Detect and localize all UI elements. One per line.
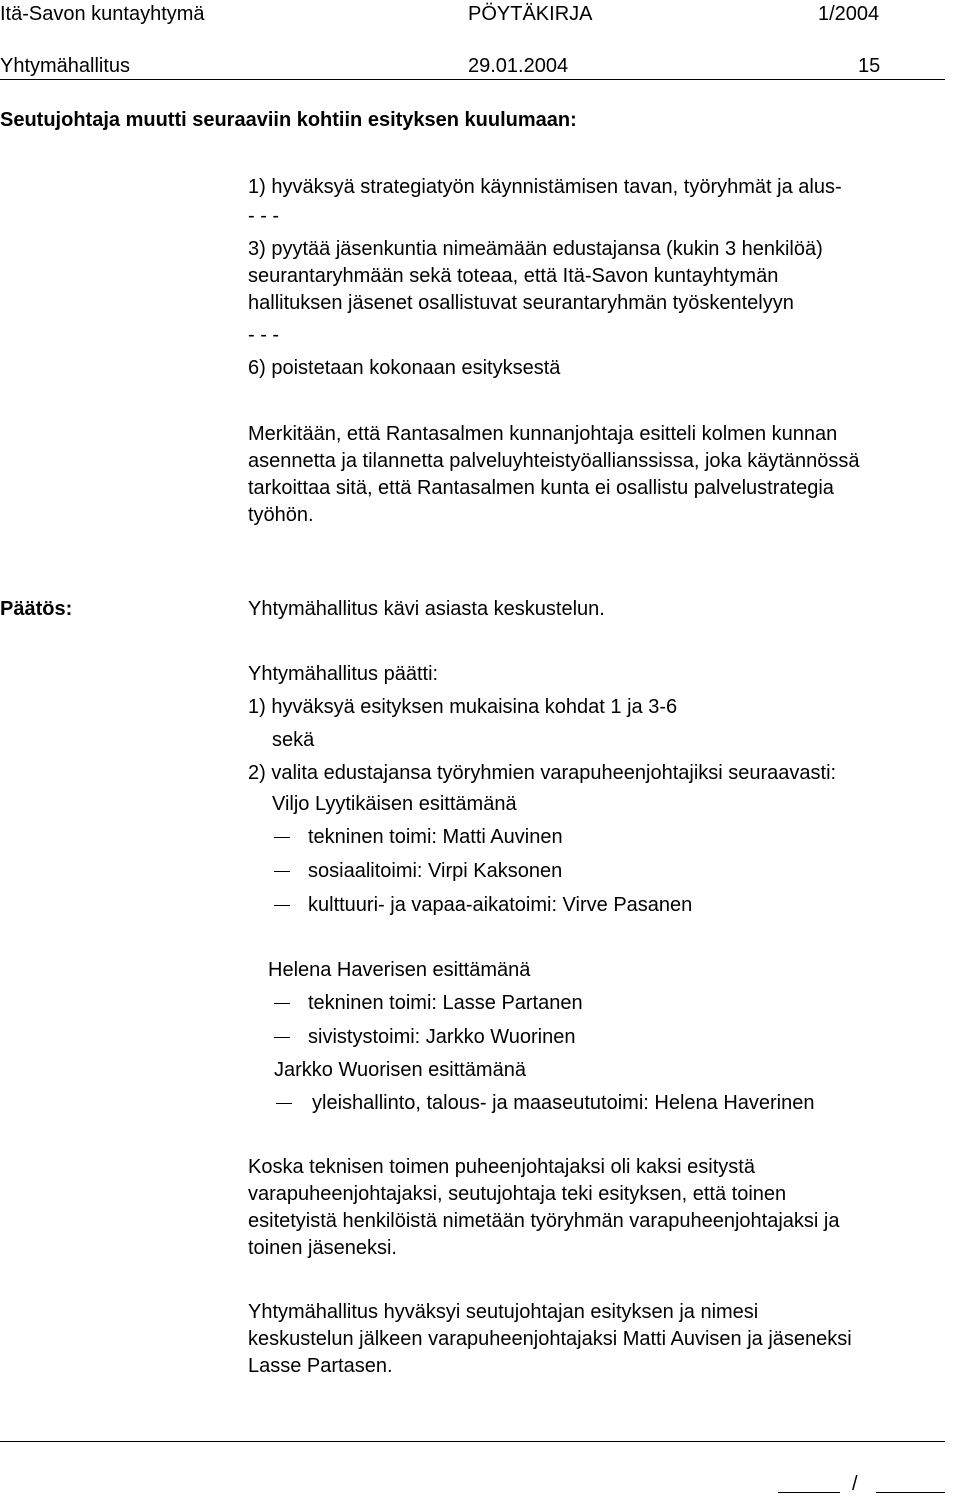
paragraph-line: varapuheenjohtajaksi, seutujohtaja teki esityksen, että toinen [248,1183,787,1205]
note-line: työhön. [248,504,314,526]
dash-bullet [274,1037,290,1038]
signature-line-right [876,1492,945,1493]
group-item: tekninen toimi: Matti Auvinen [308,826,563,848]
paragraph-tech-chair [248,1154,960,1262]
group-item: sivistystoimi: Jarkko Wuorinen [308,1026,576,1048]
header-page-number: 15 [858,55,881,77]
intro-heading: Seutujohtaja muutti seuraaviin kohtiin esityksen kuulumaan: [0,109,577,131]
paragraph-line: Koska teknisen toimen puheenjohtajaksi oli kaksi esitystä [248,1156,755,1178]
header-org: Itä-Savon kuntayhtymä [0,3,205,25]
dash-bullet [274,871,290,872]
group-item: yleishallinto, talous- ja maaseututoimi: Helena Haverinen [312,1092,815,1114]
group-title: Jarkko Wuorisen esittämänä [274,1059,526,1081]
decision-point-2: 2) valita edustajansa työryhmien varapuheenjohtajiksi seuraavasti: [248,762,837,784]
change-item-6: 6) poistetaan kokonaan esityksestä [248,357,561,379]
dash-bullet [276,1103,292,1104]
paragraph-approval [248,1299,960,1380]
group-item: tekninen toimi: Lasse Partanen [308,992,583,1014]
change-item-3 [248,236,960,317]
header-rule [0,79,945,80]
dash-bullet [274,1003,290,1004]
group-title: Viljo Lyytikäisen esittämänä [272,793,517,815]
header-body: Yhtymähallitus [0,55,131,77]
header-doc-number: 1/2004 [818,3,880,25]
signature-separator: / [852,1473,858,1495]
change-item-3-line: hallituksen jäsenet osallistuvat seurantaryhmän työskentelyyn [248,292,794,314]
paragraph-line: Lasse Partasen. [248,1355,393,1377]
note-paragraph [248,421,960,529]
note-line: Merkitään, että Rantasalmen kunnanjohtaja esitteli kolmen kunnan [248,423,838,445]
signature-line-left [778,1492,840,1493]
change-item-3-line: 3) pyytää jäsenkuntia nimeämään edustajansa (kukin 3 henkilöä) [248,238,823,260]
change-item-3-line: seurantaryhmään sekä toteaa, että Itä-Savon kuntayhtymän [248,265,779,287]
header-date: 29.01.2004 [468,55,569,77]
decision-decided: Yhtymähallitus päätti: [248,663,439,685]
decision-label: Päätös: [0,598,73,620]
header-doc-type: PÖYTÄKIRJA [468,3,593,25]
decision-point-1: 1) hyväksyä esityksen mukaisina kohdat 1 ja 3-6 [248,696,678,718]
footer-rule [0,1441,945,1442]
group-title: Helena Haverisen esittämänä [268,959,531,981]
decision-discussed: Yhtymähallitus kävi asiasta keskustelun. [248,598,605,620]
group-item: sosiaalitoimi: Virpi Kaksonen [308,860,563,882]
paragraph-line: toinen jäseneksi. [248,1237,397,1259]
dash-bullet [274,905,290,906]
dash-bullet [274,837,290,838]
paragraph-line: Yhtymähallitus hyväksyi seutujohtajan esityksen ja nimesi [248,1301,759,1323]
note-line: asennetta ja tilannetta palveluyhteistyöallianssissa, joka käytännössä [248,450,860,472]
decision-and: sekä [272,729,315,751]
ellipsis-2: - - - [248,324,280,346]
change-item-1: 1) hyväksyä strategiatyön käynnistämisen tavan, työryhmät ja alus- [248,176,842,198]
paragraph-line: keskustelun jälkeen varapuheenjohtajaksi Matti Auvisen ja jäseneksi [248,1328,852,1350]
ellipsis-1: - - - [248,205,280,227]
group-item: kulttuuri- ja vapaa-aikatoimi: Virve Pasanen [308,894,693,916]
note-line: tarkoittaa sitä, että Rantasalmen kunta ei osallistu palvelustrategia [248,477,834,499]
paragraph-line: esitetyistä henkilöistä nimetään työryhmän varapuheenjohtajaksi ja [248,1210,840,1232]
